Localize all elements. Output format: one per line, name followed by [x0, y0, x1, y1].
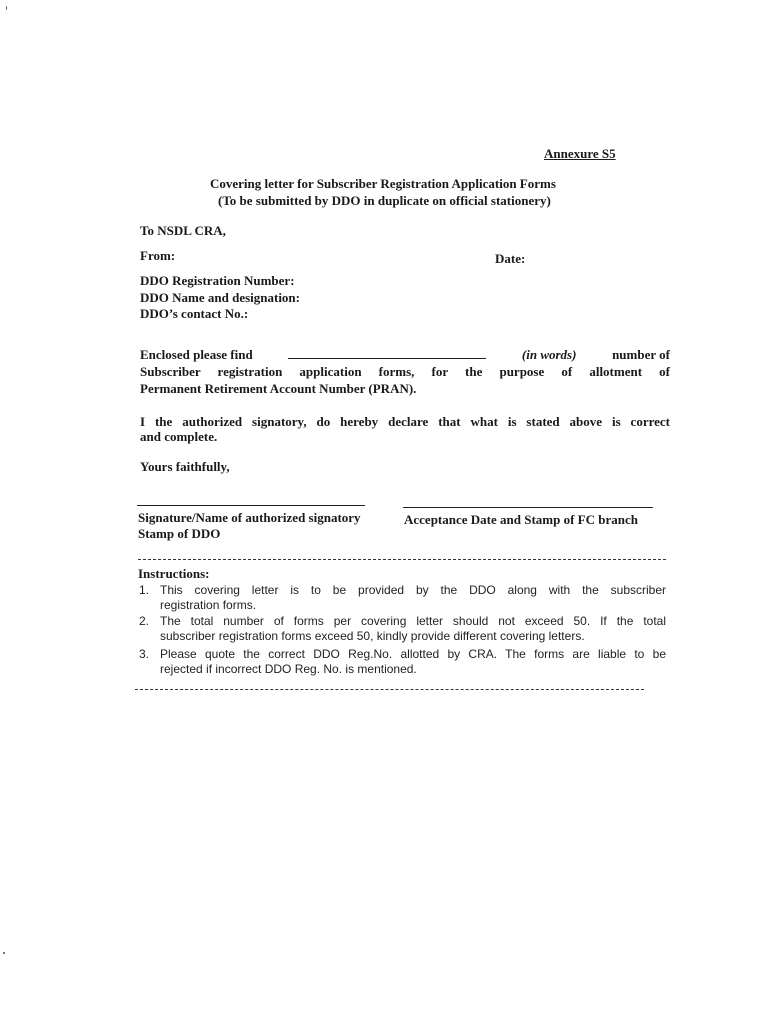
enclosed-text: Enclosed please find — [140, 347, 253, 362]
instruction-number: 1. — [139, 583, 150, 597]
instruction-text: This covering letter is to be provided by the DDO along with the subscriber — [160, 583, 666, 597]
scan-speck — [3, 952, 5, 954]
enclosed-paragraph-line2: Subscriber registration application forms, for the purpose of allotment of — [140, 364, 670, 379]
instruction-text: The total number of forms per covering letter should not exceed 50. If the total — [160, 614, 666, 628]
number-of-text: number of — [612, 347, 670, 362]
scan-speck — [6, 6, 7, 10]
dashed-separator — [138, 559, 666, 560]
instruction-text: rejected if incorrect DDO Reg. No. is mentioned. — [160, 662, 417, 676]
acceptance-label: Acceptance Date and Stamp of FC branch — [404, 512, 638, 527]
instruction-text: subscriber registration forms exceed 50, kindly provide different covering letters. — [160, 629, 585, 643]
instruction-number: 2. — [139, 614, 150, 628]
dashed-separator — [135, 689, 644, 690]
stamp-label: Stamp of DDO — [138, 526, 221, 541]
closing-salutation: Yours faithfully, — [140, 459, 230, 474]
enclosed-paragraph-line1 — [140, 346, 670, 363]
ddo-name-label: DDO Name and designation: — [140, 290, 300, 305]
enclosed-paragraph-line3: Permanent Retirement Account Number (PRAN). — [140, 381, 417, 396]
ddo-contact-label: DDO’s contact No.: — [140, 306, 249, 321]
annexure-label: Annexure S5 — [544, 146, 616, 161]
instruction-text: registration forms. — [160, 598, 257, 612]
letter-subtitle: (To be submitted by DDO in duplicate on official stationery) — [218, 193, 551, 208]
acceptance-line — [403, 507, 653, 508]
in-words-text: (in words) — [521, 347, 577, 362]
instructions-heading: Instructions: — [138, 566, 210, 581]
instruction-text: Please quote the correct DDO Reg.No. allotted by CRA. The forms are liable to be — [160, 647, 666, 661]
letter-title: Covering letter for Subscriber Registration Application Forms — [210, 176, 556, 191]
signature-label: Signature/Name of authorized signatory — [138, 510, 361, 525]
from-label: From: — [140, 248, 176, 263]
ddo-registration-label: DDO Registration Number: — [140, 273, 295, 288]
declaration-line2: and complete. — [140, 429, 218, 444]
declaration-line1: I the authorized signatory, do hereby declare that what is stated above is correct — [140, 414, 670, 429]
count-blank-line — [288, 346, 486, 359]
addressee: To NSDL CRA, — [140, 223, 226, 238]
signature-line — [137, 505, 365, 506]
date-label: Date: — [495, 251, 526, 266]
instruction-number: 3. — [139, 647, 150, 661]
